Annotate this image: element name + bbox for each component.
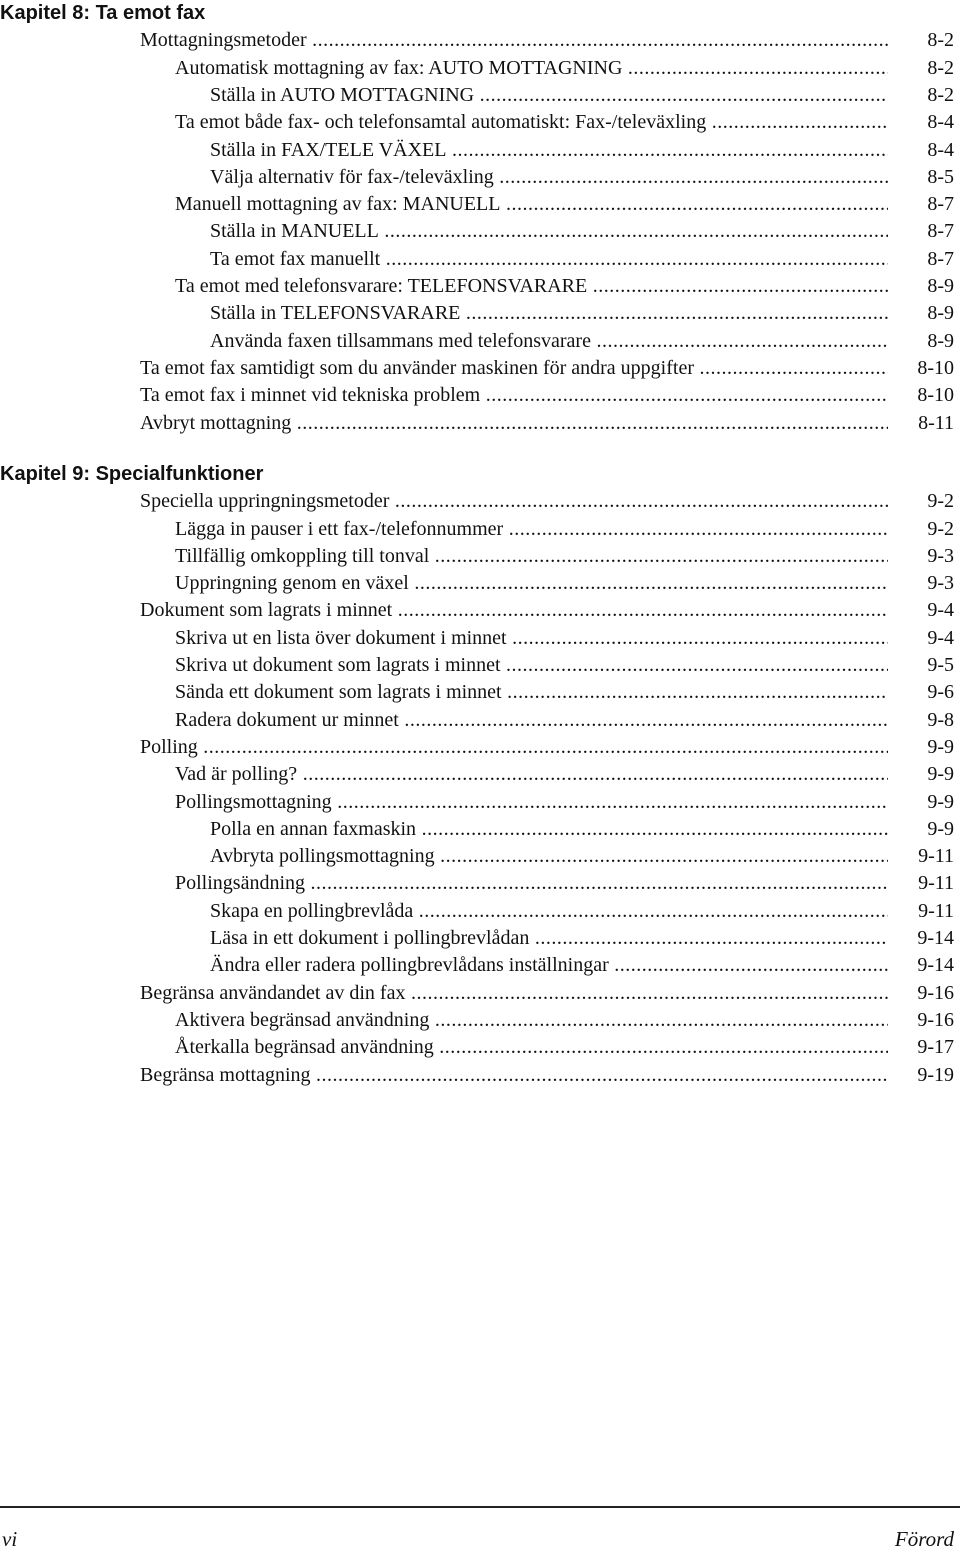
chapter-heading: Kapitel 8: Ta emot fax: [0, 2, 206, 24]
toc-entry-title: Använda faxen tillsammans med telefonsvarare: [210, 330, 591, 352]
toc-entry[interactable]: [140, 1034, 960, 1061]
toc-entry-leader: [175, 1007, 888, 1034]
toc-entry-page: 9-2: [927, 490, 954, 512]
toc-entry-leader: [210, 952, 888, 979]
toc-entry-title: Pollingsmottagning: [175, 791, 332, 813]
toc-entry[interactable]: [140, 410, 960, 437]
toc-entry[interactable]: [140, 707, 960, 734]
toc-entry-page: 9-4: [927, 599, 954, 621]
toc-entry[interactable]: [140, 570, 960, 597]
toc-entry-leader: [175, 789, 888, 816]
toc-entry-leader: [175, 625, 888, 652]
toc-entry-page: 8-4: [927, 139, 954, 161]
toc-entry-title: Läsa in ett dokument i pollingbrevlådan: [210, 927, 530, 949]
toc-entry-title: Begränsa användandet av din fax: [140, 982, 406, 1004]
toc-entry-leader: [140, 355, 888, 382]
toc-entry-leader: [210, 218, 888, 245]
toc-entry-leader: [175, 570, 888, 597]
toc-entry[interactable]: [140, 761, 960, 788]
toc-entry-leader: [175, 652, 888, 679]
toc-entry-page: 9-3: [927, 572, 954, 594]
toc-entry-leader: [140, 410, 888, 437]
toc-entry-page: 9-17: [917, 1036, 954, 1058]
toc-entry[interactable]: [140, 625, 960, 652]
toc-entry-title: Ställa in TELEFONSVARARE: [210, 302, 461, 324]
toc-entry[interactable]: [140, 1007, 960, 1034]
toc-entry-title: Radera dokument ur minnet: [175, 709, 399, 731]
toc-entry-title: Välja alternativ för fax-/televäxling: [210, 166, 494, 188]
toc-entry-title: Polla en annan faxmaskin: [210, 818, 417, 840]
toc-entry-page: 8-5: [927, 166, 954, 188]
toc-entry-leader: [210, 300, 888, 327]
toc-entry-page: 8-2: [927, 57, 954, 79]
toc-entry-page: 8-7: [927, 193, 954, 215]
toc-entry-title: Aktivera begränsad användning: [175, 1009, 430, 1031]
toc-entry-title: Polling: [140, 736, 198, 758]
toc-entry-title: Vad är polling?: [175, 763, 298, 785]
toc-entry-title: Ställa in FAX/TELE VÄXEL: [210, 139, 447, 161]
toc-entry-page: 9-16: [917, 1009, 954, 1031]
chapter-heading: Kapitel 9: Specialfunktioner: [0, 463, 264, 485]
toc-entry-leader: [210, 843, 888, 870]
toc-entry[interactable]: [140, 952, 960, 979]
toc-entry-page: 8-11: [918, 412, 954, 434]
toc-entry-page: 9-14: [917, 927, 954, 949]
toc-entry[interactable]: [140, 734, 960, 761]
toc-entry-leader: [210, 898, 888, 925]
toc-entry-title: Manuell mottagning av fax: MANUELL: [175, 193, 501, 215]
toc-entry-title: Lägga in pauser i ett fax-/telefonnummer: [175, 518, 504, 540]
toc-entry[interactable]: [140, 355, 960, 382]
toc-entry-leader: [140, 27, 888, 54]
toc-entry[interactable]: [140, 1062, 960, 1089]
toc-entry-title: Tillfällig omkoppling till tonval: [175, 545, 430, 567]
toc-entry-leader: [140, 488, 888, 515]
toc-entry[interactable]: [140, 273, 960, 300]
toc-entry-leader: [140, 980, 888, 1007]
toc-entry[interactable]: [140, 652, 960, 679]
toc-entry-leader: [210, 137, 888, 164]
toc-entry[interactable]: [140, 382, 960, 409]
toc-entry-leader: [210, 925, 888, 952]
toc-entry-title: Ställa in MANUELL: [210, 220, 379, 242]
toc-entry[interactable]: [140, 925, 960, 952]
toc-entry-title: Pollingsändning: [175, 872, 306, 894]
toc-entry-page: 9-4: [927, 627, 954, 649]
toc-entry[interactable]: [140, 789, 960, 816]
toc-entry-page: 8-9: [927, 275, 954, 297]
toc-entry-leader: [140, 382, 888, 409]
toc-entry-title: Ta emot med telefonsvarare: TELEFONSVARARE: [175, 275, 588, 297]
toc-entry[interactable]: [140, 137, 960, 164]
toc-entry-leader: [175, 191, 888, 218]
toc-entry-leader: [175, 109, 888, 136]
toc-entry-title: Avbryta pollingsmottagning: [210, 845, 435, 867]
toc-entry-title: Dokument som lagrats i minnet: [140, 599, 393, 621]
toc-entry-page: 9-9: [927, 818, 954, 840]
toc-entry-title: Ta emot fax manuellt: [210, 248, 381, 270]
toc-entry-title: Speciella uppringningsmetoder: [140, 490, 390, 512]
toc-entry-leader: [175, 870, 888, 897]
toc-entry[interactable]: [140, 870, 960, 897]
toc-entry-page: 9-6: [927, 681, 954, 703]
toc-entry[interactable]: [140, 82, 960, 109]
toc-entry[interactable]: [140, 516, 960, 543]
toc-entry-page: 9-11: [918, 900, 954, 922]
toc-entry[interactable]: [140, 488, 960, 515]
toc-entry-leader: [140, 734, 888, 761]
toc-entry-page: 8-10: [917, 357, 954, 379]
toc-entry-page: 9-3: [927, 545, 954, 567]
toc-entry-page: 8-2: [927, 29, 954, 51]
toc-entry[interactable]: [140, 109, 960, 136]
toc-entry[interactable]: [140, 597, 960, 624]
toc-entry-title: Sända ett dokument som lagrats i minnet: [175, 681, 502, 703]
toc-entry[interactable]: [140, 543, 960, 570]
toc-entry[interactable]: [140, 843, 960, 870]
toc-entry-title: Ta emot både fax- och telefonsamtal automatiskt: Fax-/televäxling: [175, 111, 707, 133]
toc-entry-title: Ändra eller radera pollingbrevlådans inställningar: [210, 954, 609, 976]
toc-entry-page: 8-10: [917, 384, 954, 406]
toc-entry-page: 8-7: [927, 220, 954, 242]
toc-entry-title: Återkalla begränsad användning: [175, 1036, 434, 1058]
toc-entry-page: 8-7: [927, 248, 954, 270]
toc-entry-page: 9-9: [927, 763, 954, 785]
toc-entry-title: Ta emot fax samtidigt som du använder maskinen för andra uppgifter: [140, 357, 694, 379]
toc-entry-leader: [175, 707, 888, 734]
toc-entry-leader: [140, 1062, 888, 1089]
toc-entry-leader: [210, 164, 888, 191]
toc-entry-leader: [175, 679, 888, 706]
toc-entry[interactable]: [140, 980, 960, 1007]
toc-entry[interactable]: [140, 191, 960, 218]
toc-entry[interactable]: [140, 816, 960, 843]
toc-entry-page: 9-19: [917, 1064, 954, 1086]
toc-entry-title: Skapa en pollingbrevlåda: [210, 900, 414, 922]
toc-entry-leader: [210, 82, 888, 109]
toc-entry-title: Automatisk mottagning av fax: AUTO MOTTAGNING: [175, 57, 623, 79]
toc-entry-leader: [140, 597, 888, 624]
toc-entry-title: Skriva ut dokument som lagrats i minnet: [175, 654, 501, 676]
toc-entry-page: 9-14: [917, 954, 954, 976]
toc-entry-page: 9-9: [927, 791, 954, 813]
toc-entry-title: Begränsa mottagning: [140, 1064, 311, 1086]
toc-entry[interactable]: [140, 328, 960, 355]
toc-entry-page: 8-9: [927, 302, 954, 324]
toc-entry[interactable]: [140, 300, 960, 327]
toc-entry-title: Avbryt mottagning: [140, 412, 292, 434]
toc-entry[interactable]: [140, 164, 960, 191]
toc-entry[interactable]: [140, 679, 960, 706]
toc-entry-leader: [210, 246, 888, 273]
toc-entry-page: 8-9: [927, 330, 954, 352]
footer-page-number: vi: [2, 1527, 18, 1551]
footer-rule: [0, 1506, 960, 1508]
toc-entry-page: 9-16: [917, 982, 954, 1004]
toc-entry[interactable]: [140, 27, 960, 54]
toc-entry-leader: [175, 516, 888, 543]
toc-entry-page: 9-8: [927, 709, 954, 731]
toc-entry[interactable]: [140, 246, 960, 273]
toc-entry-page: 8-4: [927, 111, 954, 133]
toc-entry-leader: [175, 273, 888, 300]
toc-entry-leader: [175, 55, 888, 82]
toc-entry-leader: [210, 816, 888, 843]
toc-entry[interactable]: [140, 55, 960, 82]
toc-entry-leader: [210, 328, 888, 355]
toc-entry-leader: [175, 1034, 888, 1061]
toc-entry-page: 9-11: [918, 872, 954, 894]
toc-entry-title: Skriva ut en lista över dokument i minnet: [175, 627, 507, 649]
toc-entry-title: Uppringning genom en växel: [175, 572, 409, 594]
toc-entry-page: 8-2: [927, 84, 954, 106]
toc-entry-page: 9-2: [927, 518, 954, 540]
toc-entry-leader: [175, 543, 888, 570]
toc-entry[interactable]: [140, 898, 960, 925]
toc-entry-title: Ställa in AUTO MOTTAGNING: [210, 84, 475, 106]
toc-entry[interactable]: [140, 218, 960, 245]
toc-entry-page: 9-9: [927, 736, 954, 758]
toc-entry-title: Mottagningsmetoder: [140, 29, 307, 51]
toc-entry-page: 9-11: [918, 845, 954, 867]
footer-section-title: Förord: [894, 1527, 954, 1551]
toc-entry-leader: [175, 761, 888, 788]
toc-entry-page: 9-5: [927, 654, 954, 676]
toc-entry-title: Ta emot fax i minnet vid tekniska problem: [140, 384, 481, 406]
